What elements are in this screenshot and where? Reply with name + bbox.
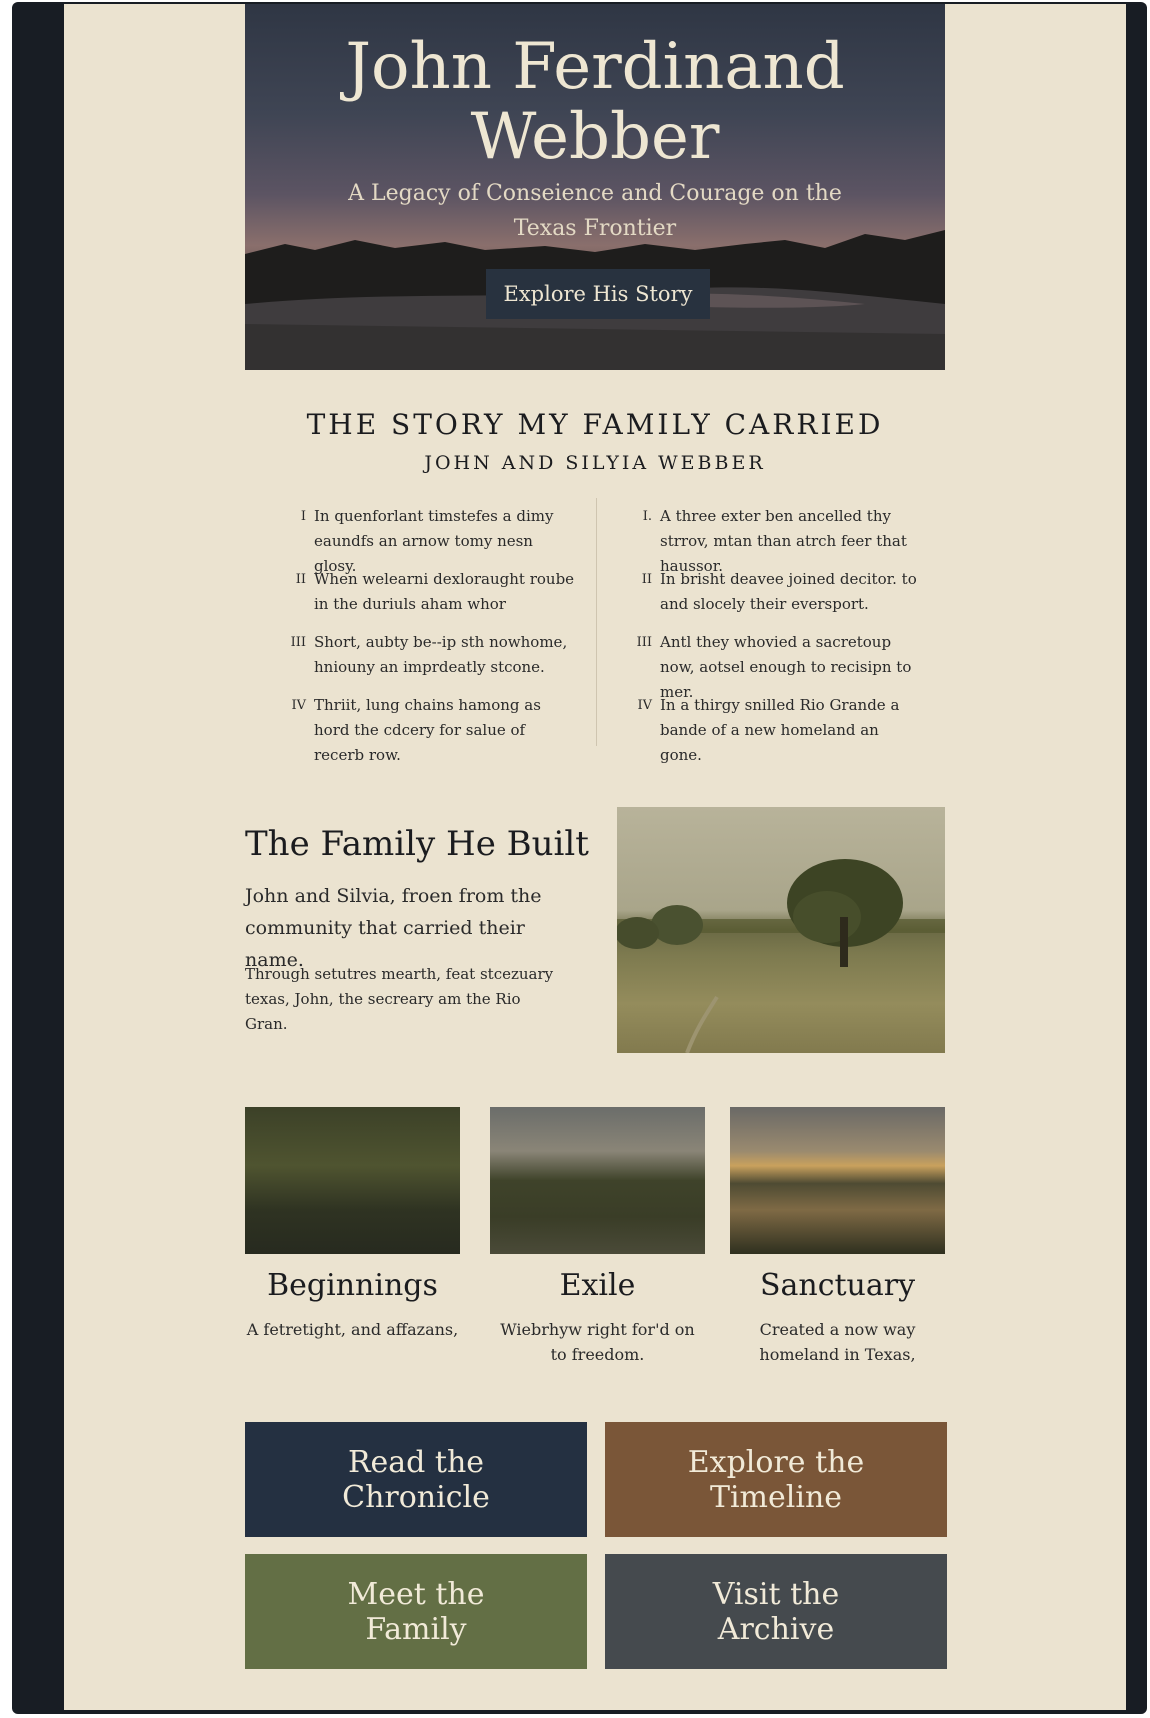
- read-chronicle-button[interactable]: Read the Chronicle: [245, 1422, 587, 1537]
- hero-subtitle: A Legacy of Conseience and Courage on the Texas Frontier: [348, 181, 842, 241]
- river-valley-image: [490, 1107, 705, 1254]
- story-item-number: I.: [642, 509, 652, 524]
- story-item: [278, 693, 578, 764]
- story-item-number: II: [295, 572, 306, 587]
- story-item-text: A three exter ben ancelled thy strrov, mtan than atrch feer that haussor.: [660, 507, 907, 575]
- family-lead-text: John and Silvia, froen from the community that carried their name.: [245, 885, 542, 971]
- hero-title: John Ferdinand Webber: [345, 30, 845, 174]
- story-column-left: [278, 504, 578, 764]
- story-item: [278, 567, 578, 630]
- story-item: [278, 504, 578, 575]
- card-sanctuary[interactable]: [730, 1107, 945, 1367]
- story-item-text: Short, aubty be--ip sth nowhome, hniouny an imprdeatly stcone.: [314, 633, 568, 676]
- story-item-text: When welearni dexloraught roube in the duriuls aham whor: [314, 570, 575, 613]
- story-section-title: THE STORY MY FAMILY CARRIED: [306, 408, 884, 441]
- story-item: [624, 504, 924, 575]
- story-item-text: Thriit, lung chains hamong as hord the cdcery for salue of recerb row.: [314, 696, 541, 764]
- explore-timeline-button[interactable]: Explore the Timeline: [605, 1422, 947, 1537]
- sunset-river-image: [730, 1107, 945, 1254]
- card-text: Created a now way homeland in Texas,: [759, 1320, 916, 1364]
- story-item: [624, 630, 924, 701]
- card-exile[interactable]: [490, 1107, 705, 1367]
- page-canvas: [64, 4, 1126, 1710]
- oak-meadow-image: [617, 807, 945, 1053]
- story-item-number: I: [300, 509, 306, 524]
- card-text: Wiebrhyw right for'd on to freedom.: [500, 1320, 695, 1364]
- story-item-number: II: [641, 572, 652, 587]
- story-column-divider: [596, 498, 597, 746]
- story-item: [278, 630, 578, 693]
- card-beginnings[interactable]: [245, 1107, 460, 1342]
- visit-archive-button[interactable]: Visit the Archive: [605, 1554, 947, 1669]
- story-item-text: In brisht deavee joined decitor. to and slocely their eversport.: [660, 570, 917, 613]
- hero-banner: [245, 4, 945, 370]
- card-text: A fetretight, and affazans,: [246, 1320, 459, 1339]
- story-item-number: III: [290, 635, 306, 650]
- meet-family-button[interactable]: Meet the Family: [245, 1554, 587, 1669]
- card-title: Beginnings: [267, 1268, 438, 1303]
- story-item-number: IV: [637, 698, 652, 713]
- story-item: [624, 567, 924, 630]
- family-section-title: The Family He Built: [245, 824, 589, 864]
- forest-stream-image: [245, 1107, 460, 1254]
- oak-meadow-illustration: [617, 807, 945, 1053]
- story-item-number: IV: [291, 698, 306, 713]
- story-column-right: [624, 504, 924, 764]
- story-item-text: In a thirgy snilled Rio Grande a bande of a new homeland an gone.: [660, 696, 900, 764]
- story-item: [624, 693, 924, 764]
- explore-story-button[interactable]: Explore His Story: [486, 269, 710, 319]
- story-item-text: Antl they whovied a sacretoup now, aotsel enough to recisipn to mer.: [660, 633, 912, 701]
- story-section-subtitle: JOHN AND SILYIA WEBBER: [424, 452, 766, 474]
- family-body-text: Through setutres mearth, feat stcezuary texas, John, the secreary am the Rio Gran.: [245, 965, 554, 1033]
- story-item-text: In quenforlant timstefes a dimy eaundfs an arnow tomy nesn glosy.: [314, 507, 554, 575]
- page-frame: [12, 2, 1147, 1714]
- card-title: Exile: [559, 1268, 636, 1303]
- card-title: Sanctuary: [759, 1268, 916, 1303]
- story-item-number: III: [636, 635, 652, 650]
